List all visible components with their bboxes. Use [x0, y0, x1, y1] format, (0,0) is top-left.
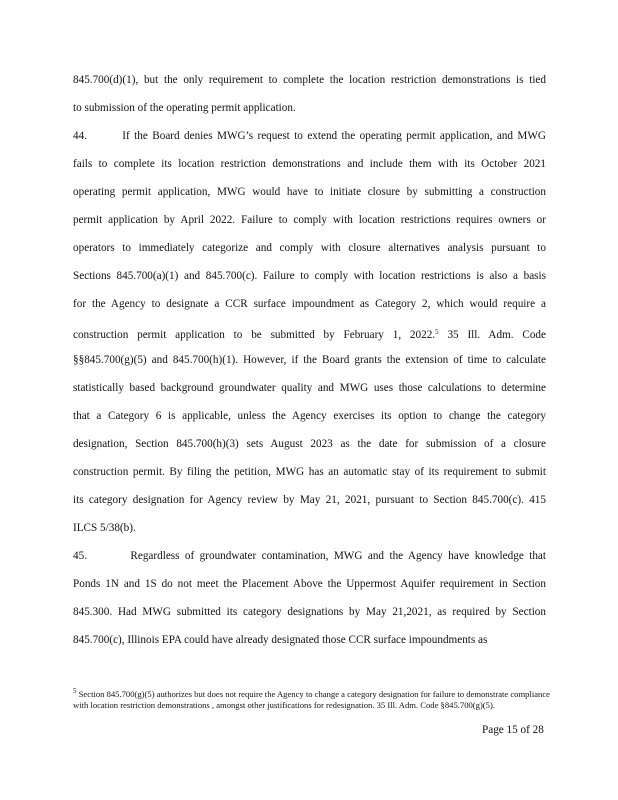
body-line-10-citation: 35 Ill. Adm. Code: [447, 329, 546, 341]
body-line-10: [73, 325, 546, 342]
body-line-10-text: construction permit application to be submitted by February 1, 2022.: [73, 329, 436, 341]
body-line-14: designation, Section 845.700(h)(3) sets August 2023 as the date for submission of a closure: [73, 438, 546, 450]
footnote: [73, 686, 553, 710]
footnote-text: Section 845.700(g)(5) authorizes but does not require the Agency to change a category designation for failure to demonstrate compliance with location restriction demonstrations , amongst other justifications for redesignation. 35 Ill. Adm. Code §845.700(g)(5).: [73, 689, 550, 710]
body-line-19: Ponds 1N and 1S do not meet the Placement Above the Uppermost Aquifer requirement in Section: [73, 578, 546, 590]
paragraph-45-line-1: 45. Regardless of groundwater contamination, MWG and the Agency have knowledge that: [73, 550, 546, 562]
body-line-15: construction permit. By filing the petition, MWG has an automatic stay of its requirement to submit: [73, 466, 546, 478]
body-line-6: permit application by April 2022. Failure to comply with location restrictions requires owners or: [73, 214, 546, 226]
page-number: Page 15 of 28: [482, 724, 544, 736]
body-line-4: fails to complete its location restriction demonstrations and include them with its October 2021: [73, 158, 546, 170]
body-line-7: operators to immediately categorize and comply with closure alternatives analysis pursuant to: [73, 242, 546, 254]
body-line-1: 845.700(d)(1), but the only requirement to complete the location restriction demonstrations is tied: [73, 74, 546, 86]
body-line-21: 845.700(c), Illinois EPA could have already designated those CCR surface impoundments as: [73, 634, 488, 646]
body-line-17: ILCS 5/38(b).: [73, 522, 136, 534]
body-line-5: operating permit application, MWG would have to initiate closure by submitting a construction: [73, 186, 546, 198]
paragraph-44-line-1: 44. If the Board denies MWG’s request to extend the operating permit application, and MWG: [73, 130, 546, 142]
body-line-20: 845.300. Had MWG submitted its category designations by May 21,2021, as required by Section: [73, 606, 546, 618]
footnote-marker: 5: [73, 687, 77, 695]
body-line-12: statistically based background groundwater quality and MWG uses those calculations to determine: [73, 382, 546, 394]
body-line-11: §§845.700(g)(5) and 845.700(h)(1). However, if the Board grants the extension of time to calculate: [73, 354, 546, 366]
footnote-reference[interactable]: 5: [435, 328, 439, 336]
body-line-8: Sections 845.700(a)(1) and 845.700(c). Failure to comply with location restrictions is also a basis: [73, 270, 546, 282]
body-line-16: its category designation for Agency review by May 21, 2021, pursuant to Section 845.700(c). 415: [73, 494, 546, 506]
body-line-2: to submission of the operating permit application.: [73, 102, 296, 114]
body-line-13: that a Category 6 is applicable, unless the Agency exercises its option to change the category: [73, 410, 546, 422]
body-line-9: for the Agency to designate a CCR surface impoundment as Category 2, which would require a: [73, 298, 546, 310]
